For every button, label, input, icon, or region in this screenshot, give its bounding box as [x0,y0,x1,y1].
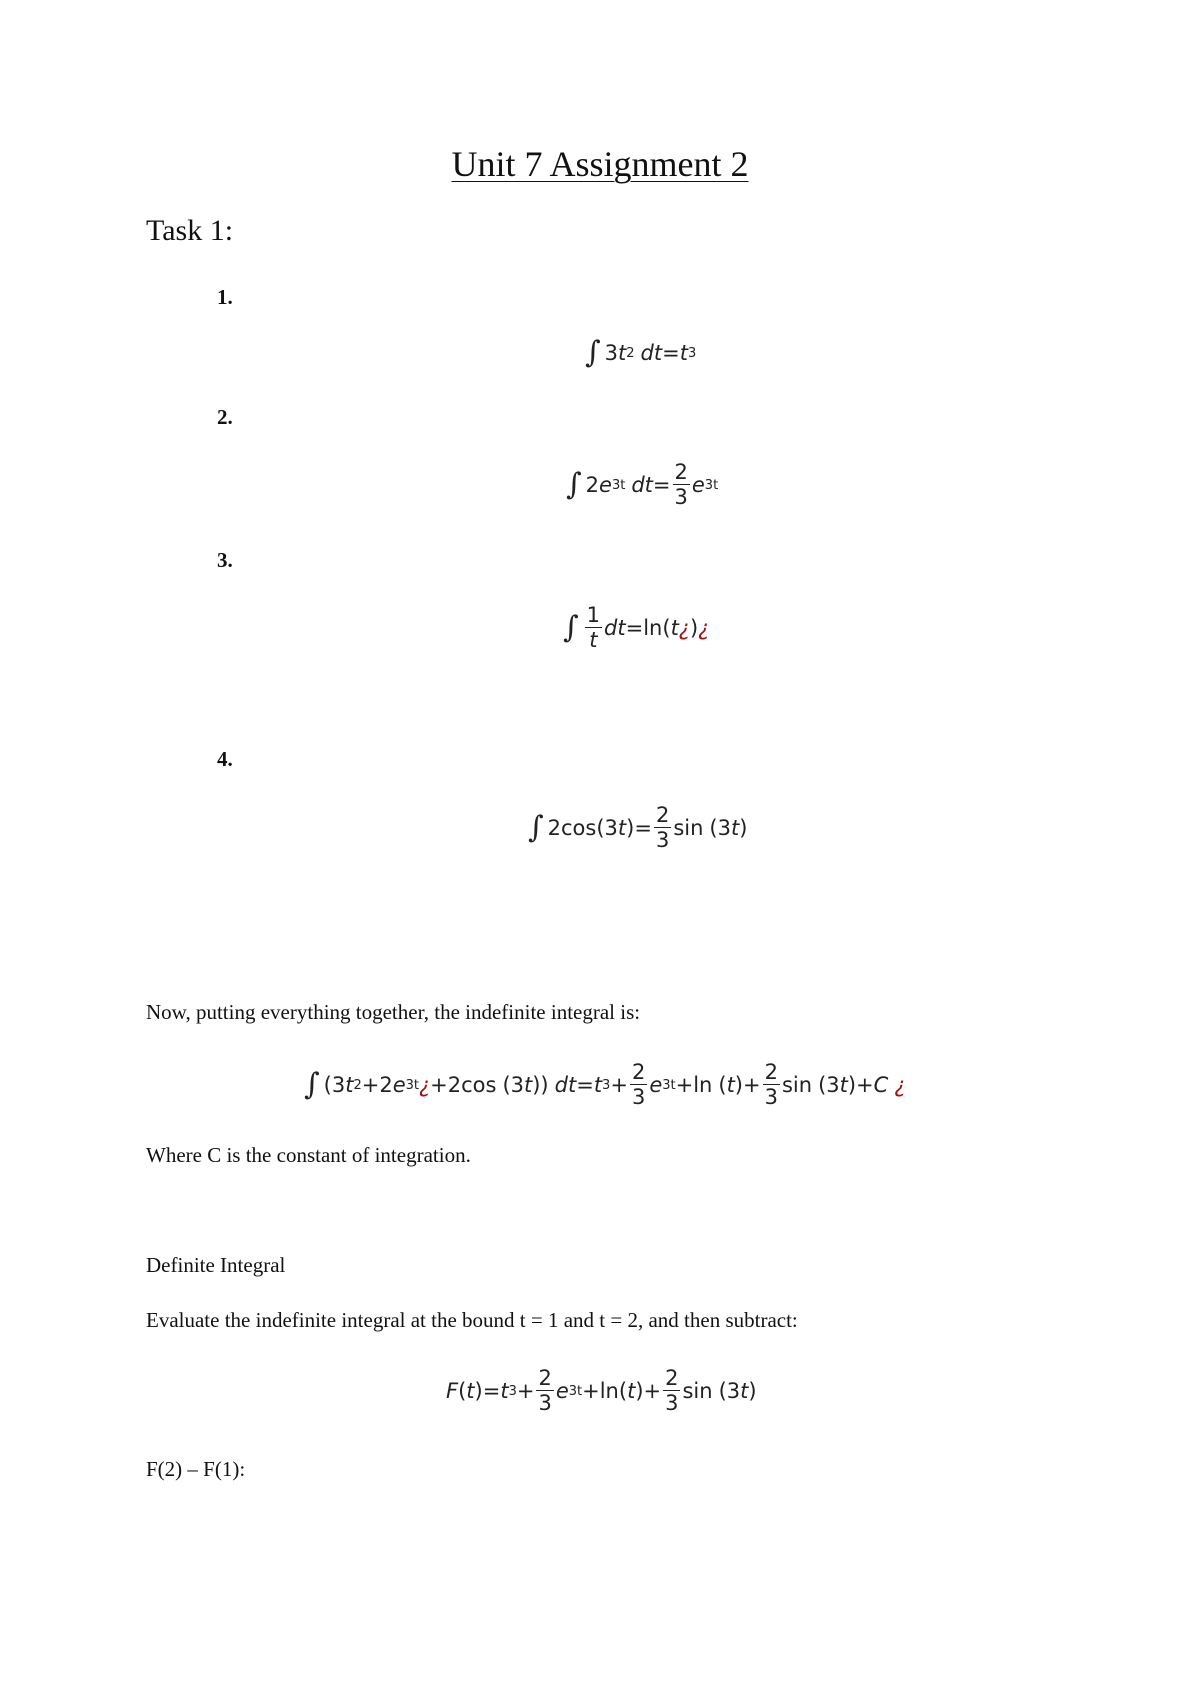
fraction-denominator: 3 [665,1391,679,1415]
equation-3: ∫ $\frac{1}{t}$ dt = ln ( t ¿ ) ¿ [563,603,710,652]
fraction-numerator: 2 [655,803,670,827]
difference-label: F(2) – F(1): [146,1457,246,1481]
fraction-numerator: 2 [538,1366,552,1390]
fraction-numerator: 2 [631,1060,646,1084]
task-heading: Task 1: [146,214,234,247]
fraction-denominator: 3 [764,1085,778,1109]
fraction-numerator: 2 [764,1060,778,1084]
item-number-4: 4. [217,747,233,771]
equation-2: ∫ 2 e 3t dt = $\frac{2}{3}$ e 3t [566,460,719,509]
constant-note: Where C is the constant of integration. [146,1143,471,1167]
fraction-denominator: 3 [538,1391,552,1415]
antiderivative-equation: F ( t )= t 3 + $\frac{2}{3}$ e 3t +ln ( t )+ $\frac{2}{3}$ sin (3 t ) [446,1366,757,1415]
item-number-3: 3. [217,548,233,572]
equation-4: ∫ 2 cos (3 t )= $\frac{2}{3}$ sin (3 t ) [528,803,748,852]
combined-equation: ∫ (3 t 2 +2 e 3t ¿ +2cos (3 t )) dt = t 3 + $\frac{2}{3}$ e 3t +ln ( t )+ $\frac{2}{3}$ sin (3 t )+ C ¿ [304,1060,906,1109]
fraction-denominator: 3 [631,1085,646,1109]
fraction-denominator: 3 [655,828,670,852]
fraction-denominator: 3 [674,485,688,509]
page-title: Unit 7 Assignment 2 [451,144,749,184]
fraction-numerator: 2 [674,460,688,484]
equation-1: ∫ 3 t 2 dt = t 3 [585,335,697,370]
item-number-2: 2. [217,405,233,429]
definite-heading: Definite Integral [146,1253,286,1277]
fraction-numerator: 2 [665,1366,679,1390]
fraction-numerator: 1 [586,603,601,627]
fraction-denominator: t [589,628,598,652]
item-number-1: 1. [217,285,233,309]
evaluate-text: Evaluate the indefinite integral at the bound t = 1 and t = 2, and then subtract: [146,1308,798,1332]
combined-intro: Now, putting everything together, the indefinite integral is: [146,1000,641,1024]
